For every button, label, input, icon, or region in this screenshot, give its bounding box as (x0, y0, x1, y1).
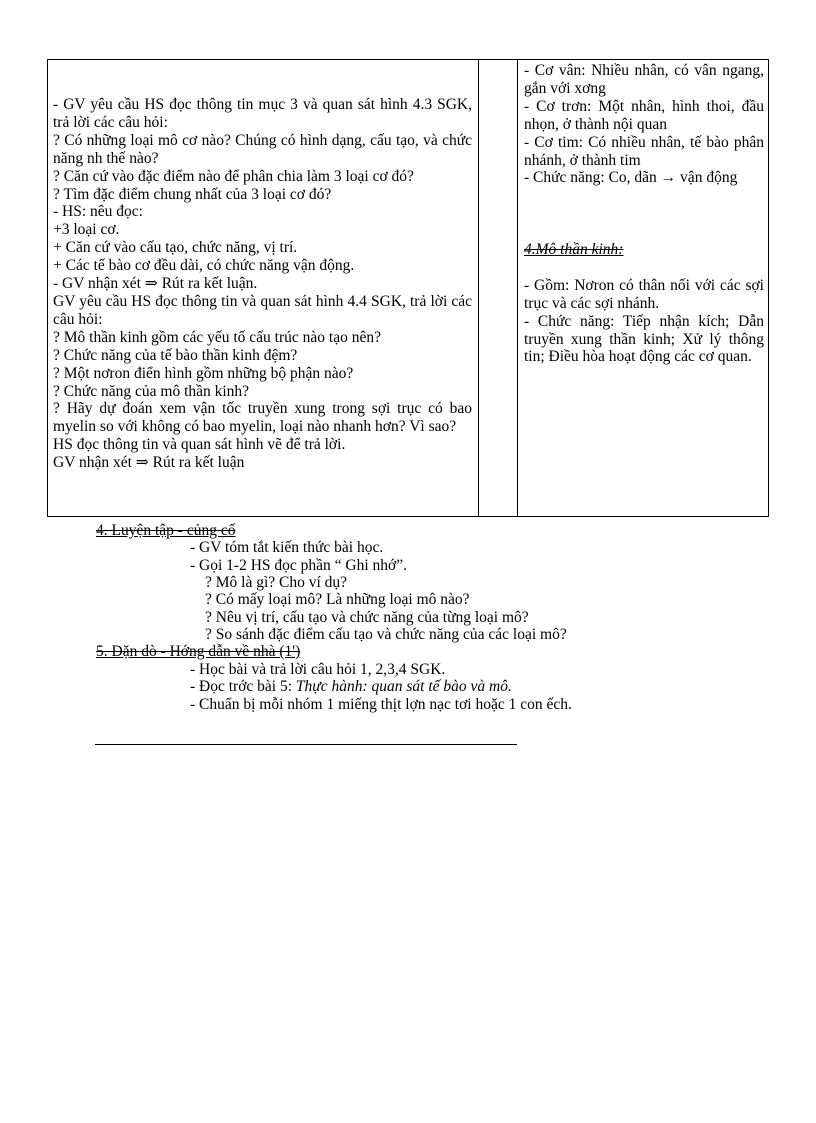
content-column (524, 62, 764, 366)
activity-line: HS đọc thông tin và quan sát hình vẽ để trả lời. (53, 436, 346, 454)
review-question: ? So sánh đặc điểm cấu tạo và chức năng của các loại mô? (205, 625, 567, 643)
activity-line: ? Mô thần kinh gồm các yếu tố cấu trúc nào tạo nên? (53, 328, 381, 346)
column-divider (478, 60, 479, 516)
section-4-item: - Gọi 1-2 HS đọc phần “ Ghi nhớ”. (190, 556, 407, 574)
activity-line: - HS: nêu đọc: (53, 203, 143, 221)
section-4-title: 4. Luyện tập - củng cố (96, 522, 236, 539)
homework-item: - Đọc trớc bài 5: Thực hành: quan sát tế bào và mô. (190, 678, 512, 696)
activity-line: - GV yêu cầu HS đọc thông tin mục 3 và quan sát hình 4.3 SGK, trả lời các câu hỏi: (53, 96, 472, 131)
nervous-tissue-heading: 4.Mô thần kinh: (524, 241, 624, 259)
review-question: ? Có mấy loại mô? Là những loại mô nào? (205, 591, 470, 609)
section-5-title: 5. Dặn dò - Hớng dẫn về nhà (1') (96, 643, 301, 660)
review-question: ? Mô là gì? Cho ví dụ? (205, 573, 348, 591)
activity-line: ? Một nơron điển hình gồm những bộ phận nào? (53, 364, 354, 382)
activity-line: ? Căn cứ vào đặc điểm nào để phân chia làm 3 loại cơ đó? (53, 167, 414, 185)
content-line: - Chức năng: Co, dãn → vận động (524, 169, 738, 187)
content-line: - Chức năng: Tiếp nhận kích; Dẫn truyền xung thần kinh; Xử lý thông tin; Điều hòa hoạt động các cơ quan. (524, 312, 764, 366)
homework-item: - Chuẩn bị mỗi nhóm 1 miếng thịt lợn nạc tơi hoặc 1 con ếch. (190, 695, 572, 713)
review-question: ? Nêu vị trí, cấu tạo và chức năng của từng loại mô? (205, 608, 529, 626)
content-line: - Cơ trơn: Một nhân, hình thoi, đầu nhọn, ở thành nội quan (524, 97, 764, 133)
activity-line: +3 loại cơ. (53, 221, 120, 239)
teacher-activities-column (53, 96, 472, 472)
activity-line: ? Hãy dự đoán xem vận tốc truyền xung trong sợi trục có bao myelin so với không có bao myelin, loại nào nhanh hơn? Vì sao? (53, 400, 472, 436)
activity-line: GV nhận xét ⇒ Rút ra kết luận (53, 454, 245, 472)
activity-line: - GV nhận xét ⇒ Rút ra kết luận. (53, 275, 258, 293)
activity-line: ? Chức năng của tế bào thần kinh đệm? (53, 346, 298, 364)
column-divider (517, 60, 518, 516)
activity-line: GV yêu cầu HS đọc thông tin và quan sát hình 4.4 SGK, trả lời các câu hỏi: (53, 292, 472, 328)
section-4-item: - GV tóm tắt kiến thức bài học. (190, 539, 384, 557)
lesson-table (47, 59, 769, 517)
homework-item: - Học bài và trả lời câu hỏi 1, 2,3,4 SGK. (190, 660, 446, 678)
content-line: - Gồm: Nơron có thân nối với các sợi trục và các sợi nhánh. (524, 276, 764, 312)
content-line: - Cơ vân: Nhiều nhân, có vân ngang, gắn với xơng (524, 62, 764, 97)
activity-line: + Các tế bào cơ đều dài, có chức năng vận động. (53, 257, 355, 275)
activity-line: ? Tìm đặc điểm chung nhất của 3 loại cơ đó? (53, 185, 332, 203)
activity-line: ? Chức năng của mô thần kinh? (53, 382, 250, 400)
content-line: - Cơ tim: Có nhiều nhân, tế bào phân nhánh, ở thành tim (524, 133, 764, 169)
activity-line: ? Có những loại mô cơ nào? Chúng có hình dạng, cấu tạo, và chức năng nh thế nào? (53, 131, 472, 167)
end-divider (95, 744, 517, 745)
activity-line: + Căn cứ vào cấu tạo, chức năng, vị trí. (53, 239, 298, 257)
